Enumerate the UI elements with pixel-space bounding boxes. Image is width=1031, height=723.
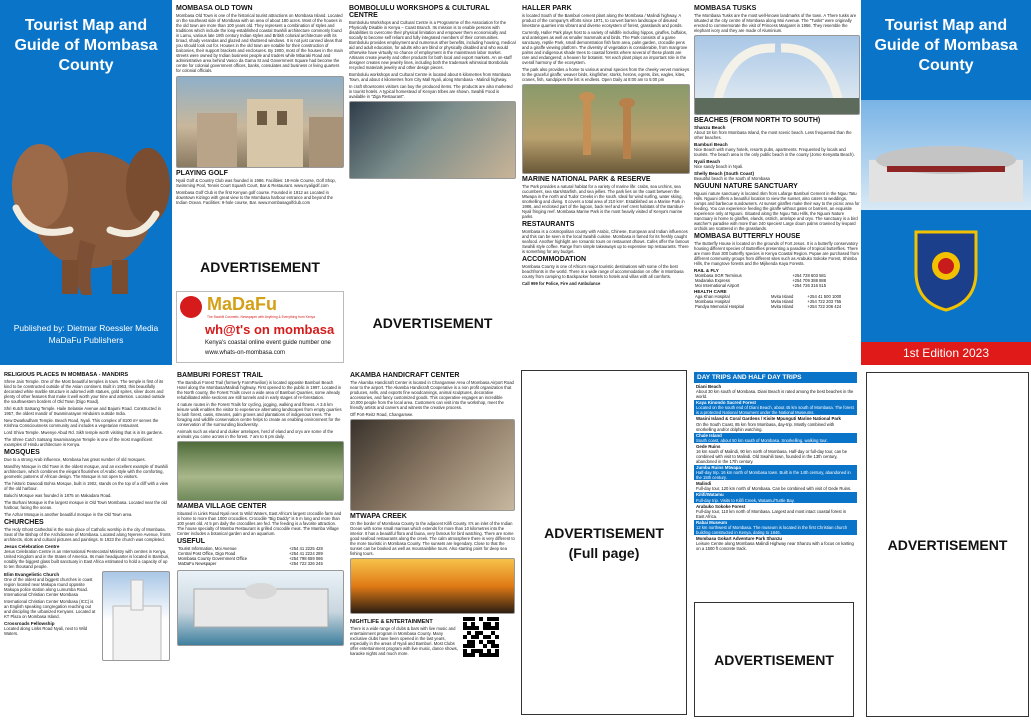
- whats-on-subtitle: Kenya's coastal online event guide number one: [205, 340, 331, 346]
- advertisement-box: ADVERTISEMENT: [349, 283, 516, 363]
- edition-banner: 1st Edition 2023: [861, 342, 1031, 365]
- rail-heading: RAIL & FLY: [694, 268, 719, 273]
- advertisement-label: ADVERTISEMENT: [544, 524, 664, 541]
- day-trip-name: Kaya Kinondo Sacred Forest: [696, 400, 757, 406]
- nightlife-text: There is a wide range of clubs & bars with live music and entertainment program in Mombasa County. Many exclusive clubs have been opened in the last years, especially in the areas of Nyali and Bamburi. Most Clubs offer entertainment program with live music, dance shows, karaoke nights and much more.: [350, 626, 458, 656]
- day-trip-text: Full-day tour, 120 km north of Mombasa. Can be combined with visit of Gede Ruins.: [696, 486, 852, 492]
- day-trip-text: 12 km northwest of Mombasa. The museum is located in the first Christian church building constructed in Kenya, dating to 1846.: [696, 525, 848, 536]
- haller-text-3: The park also provides a home to various animal species from the cheeky vervet monkeys to the graceful giraffe; weaver birds, kingfisher, storks, herons, egrets, ibis, eagles, kites, cranes, fish, sandpipers the list is endless. Open Daily at 8:00 am to 5:00 pm: [522, 67, 690, 82]
- accommodation-heading: ACCOMMODATION: [522, 256, 587, 263]
- table-row: Tourist Information, Moi Avenue +254 41 2225 428: [178, 546, 323, 551]
- church-row: [4, 571, 171, 661]
- publisher-line: Published by: Dietmar Roessler Media: [13, 323, 159, 333]
- old-town-photo: [176, 76, 344, 168]
- haller-heading: HALLER PARK: [522, 5, 572, 12]
- old-town-heading: MOMBASA OLD TOWN: [176, 5, 253, 12]
- woodcarving-photo: [350, 419, 515, 511]
- advertisement-box: [866, 372, 1029, 717]
- nguuni-heading: NGUUNI NATURE SANCTUARY: [694, 183, 798, 190]
- whats-on-logo: wh@t's on mombasa: [205, 322, 335, 337]
- table-row: Moi International Airport +254 726 316 515: [695, 283, 827, 288]
- madafu-banner: [176, 291, 344, 363]
- cover-photo: [861, 100, 1031, 210]
- azhar-text: The Azhar Mosque is another beautiful mosque in the Old Town area.: [4, 512, 133, 517]
- jesus-centre-title: Jesus Celebration Centre: [4, 544, 60, 549]
- day-trip-name: Wasini Island & Coral Gardens / Kisite Mpunguti Marine National Park: [696, 416, 841, 422]
- restaurants-heading: RESTAURANTS: [522, 221, 575, 228]
- panel-akamba: [350, 370, 515, 722]
- day-trip-name: Mombasa Gokart Adventure Park Shanzu: [696, 536, 782, 542]
- mandhry-text: Mandhry Mosque in Old Town is the oldest mosque, and an excellent example of Swahili architecture, which combines the elegant flourishes of Arabic style with the comforting, geometric patterns of African design. The Mosque is not open to visitors.: [4, 464, 168, 479]
- dawoodi-text: The historic Dawoodi Bohra Mosque, built in 1902, stands on the top of a cliff with a view of the old harbour.: [4, 481, 169, 491]
- bamburi-forest-heading: BAMBURI FOREST TRAIL: [177, 372, 263, 379]
- accommodation-text: Mombasa County is one of Africa's major touristic destinations with some of the best beachfronts in the world. There is a wide range of accommodation on offer in Mombasa county from camping to Backpacker hostels to hotels and villas with all comforts.: [522, 264, 684, 279]
- full-page-advertisement: [521, 370, 687, 715]
- bombolulu-text-3: In craft showrooms visitors can buy the produced items. The products are also marketed in tourist hotels. A typical homestead of Kenyan tribes are shown. Swahili Food is available in "Ziga Restaurant".: [349, 84, 513, 99]
- old-town-text: Mombasa Old Town is one of the historical tourist attractions on Mombasa Island. Located on the southeast side of Mombasa with an area of about 180 acres. Most of the houses in the old town are more than 100 years old. They represent a combination of styles and traditions which include the long-established coastal Swahili architecture commonly found in Lamu, various late 19th century Indian styles and British colonial architecture with its broad, shady verandas and glazed and shuttered windows. It is not just canned ideas that you should look out for. Houses in the old town are notable for their construction of balconies, their support brackets and enclosures. By 1900, most of the houses in the main streets were owned by Indian business people and traders while Mbaraki Road and administrative area behind Vasco da Gama St and Government Square had become the centre for colonial government offices, banks, consulates and business or living quarters for colonial officials.: [176, 13, 343, 73]
- day-trip-item: [694, 444, 857, 464]
- day-trips-list: [694, 384, 857, 551]
- jesus-centre-text: Jesus Celebration Centre is an International Pentecostal Ministry with centres in Kenya, United Kingdom and in the States of America. Its main headquarter is located in Bamburi, notably the biggest glass built sanctuary in East Africa estimated to hold a capacity of up to ten thousand people.: [4, 549, 170, 569]
- kutch-temple-text: Shri Kutch Satsang Temple. Haile Selassie Avenue and Bajumi Road. Constructed in 1957, the oldest mandir of Swaminarayan Hinduism outside India.: [4, 406, 161, 416]
- day-trip-item: [694, 400, 857, 415]
- cover-left: [0, 0, 172, 365]
- day-trip-name: Diani Beach: [696, 384, 722, 389]
- table-row: Pandya Memorial Hospital Mvita Island +254 722 206 424: [695, 304, 842, 309]
- bombolulu-photo: [349, 101, 516, 179]
- madafu-emblem: [180, 296, 202, 318]
- publisher-line-2: MaDaFu Publishers: [48, 335, 124, 345]
- haller-text-2: Currently, Haller Park plays host to a variety of wildlife including hippos, giraffes, buffalos, and antelopes as well as smaller mammals and birds. The Park consists of a game sanctuary, reptile Park, small demonstration fish farm area, palm garden, crocodile pens and a giraffe viewing platform. The diversity of vegetation is considerable, from mangrove palms and indigenous shade trees to coastal forests where several of these plants are rare and endangered; a heaven for botanist. Yet each plant plays an important role in the overall harmony of the ecosystem.: [522, 30, 688, 65]
- day-trip-item: [694, 465, 857, 480]
- crossroads-text: Located along Links Road Nyali, next to Wild Waters.: [4, 626, 88, 636]
- mtwapa-heading: MTWAPA CREEK: [350, 513, 407, 520]
- cover-title-right: Tourist Map and Guide of Mombasa County: [874, 17, 1018, 74]
- jain-temple-text: Shree Jain Temple. One of the Most beautiful temples in town. The temple is first of its kind to be constructed outside of the Asian continent. Built in 1963, this beautifully decorated white marble structure is adorned with statues, gold spires, silver doors and plenty of other features that make it well worth your time and attention. Located outside the southwestern borders of Old Town (Digo Road).: [4, 379, 166, 404]
- nightlife-heading: NIGHTLIFE & ENTERTAINMENT: [350, 619, 433, 625]
- nyali-text: Nice sandy beach in Nyali.: [694, 164, 744, 169]
- madafu-tagline: The Swahili Cosmetic, Newspaper with Anything & Everything from Kenya: [207, 315, 315, 319]
- table-row: Madaraka Express +254 709 388 888: [695, 278, 827, 283]
- tusks-photo: [694, 35, 860, 115]
- day-trip-name: Malindi: [696, 481, 712, 487]
- icc-text: International Christian Center Mombasa (ICC) is an English speaking congregation reaching out and discipling the urbanized Kenyans. Located at KT Plaza on Mombasa Island.: [4, 599, 96, 619]
- elim-title: Elim Evangelistic Church: [4, 572, 60, 577]
- qr-code-icon: [463, 617, 499, 658]
- swaminarayan-text: The Shree Cutch Satsang Swaminarayan Temple is one of the most magnificent examples of Hindu architecture in Kenya.: [4, 437, 153, 447]
- tusks-text: The Mombasa Tusks are the most well-known landmarks of the town. A There tusks are situated at the city centre of Mombasa along Moi Avenue. The "Tusks" were originally erected to commemorate the visit of Princess Margaret in 1956. They resemble the elephant ivory and they are made of Aluminium.: [694, 13, 857, 33]
- nyali-title: Nyali Beach: [694, 159, 721, 164]
- table-row: Mombasa Hospital Mvita Island +254 722 203 755: [695, 299, 842, 304]
- day-trip-name: Arabuko Sokoke Forest: [696, 503, 746, 509]
- day-trip-text: About 30 km south of Mombasa. Diani Beach is rated among the best beaches in the world.: [696, 389, 854, 400]
- useful-heading: USEFUL: [177, 538, 205, 545]
- madafu-logo: MaDaFu: [207, 294, 278, 314]
- day-trip-text: Half-day trip. 16 km north of Mombasa town. Built in the 14th century, abandoned in the 15th century.: [696, 470, 851, 481]
- crossroads-title: Crossroads Fellowship: [4, 621, 55, 626]
- golf-text-1: Nyali Golf & Country Club was founded in 1986. Facilities: 18-Hole Course, Golf Shop, Swimming Pool, Tennis Court Squash Court, Bar & Restaurant. www.nyaligolf.com: [176, 178, 336, 188]
- useful-table: [177, 546, 344, 566]
- beaches-heading: BEACHES (FROM NORTH TO SOUTH): [694, 117, 821, 124]
- day-trip-text: Leisure Centre along Mombasa Malindi Highway near Shanzu with a focus on karting on a 1500 ft concrete track.: [696, 541, 854, 552]
- health-table: [694, 294, 860, 309]
- whats-on-url: www.whats-on-mombasa.com: [205, 350, 286, 356]
- day-trip-item: [694, 520, 857, 535]
- mosques-text: Due to a strong Arab influence, Mombasa has great number of old mosques.: [4, 457, 146, 462]
- day-trip-name: Kilifi/Watamu: [696, 492, 724, 498]
- marine-text: The Park provides a natural habitat for a variety of marine life: crabs, sea urchins, sea cucumbers, sea stars/starfish, and sea jellies. The park lies on the coast between the Mtwapa in the north and Tudor Creeks in the south. Ideal for wind surfing, water skiing, snorkelling and diving. It covers a total area of 210 km². Established as a Marine Park in 1986, and enclosed part of the lagoon, back reef and reef crest habitats of the Bamburi-Nyali fringing reef. Mombasa Marine Park is the most heavily visited of Kenya's marine parks.: [522, 184, 685, 219]
- panel-old-town: [176, 3, 344, 365]
- restaurants-text: Mombasa is a cosmopolitan county with Arabic, Chinese, European and Indian influences and this can be seen in the local Swahili cuisine. Mombasa is famed for its freshly caught seafood. Another highlight are romantic tours on restaurant dhows. Cafes offer the famous Swahili style coffee. Range from simple takeaways up to expensive top restaurants. There is something for any budget.: [522, 229, 690, 254]
- butterfly-text: The Butterfly House is located on the grounds of Fort Jesus. It is a butterfly conservatory housing different species of Butterflies presenting a paradise of tropical butterflies. There are more than 300 butterfly species in Kenya Coastal Region. Pupae are purchased from different community groups from different sites such as Arabuko Sokoke Forest, Shimba Hills, the mangrove forests and the Mijikenda Kaya Forests.: [694, 241, 859, 266]
- sunset-photo: [350, 558, 515, 614]
- forest-photo: [177, 441, 344, 501]
- advertisement-box: [694, 602, 854, 717]
- mosques-heading: MOSQUES: [4, 449, 40, 456]
- religious-heading: RELIGIOUS PLACES IN MOMBASA - MANDIRS: [4, 372, 129, 378]
- bamburi-text: Nice Beach with many hotels, resorts pubs, apartments. Frequented by locals and tourists. The beach area is the only public beach in the county (Jomo Kenyatta Beach).: [694, 147, 855, 157]
- shelly-title: Shelly Beach (South Coast): [694, 171, 754, 176]
- day-trip-item: [694, 504, 857, 519]
- day-trip-name: Rabai Museum: [696, 519, 727, 525]
- nightlife-row: [350, 617, 515, 658]
- day-trip-item: [694, 433, 857, 443]
- giraffe-photo: [522, 84, 690, 174]
- panel-bamburi-forest: [177, 370, 344, 722]
- waterfront-photo: [177, 570, 344, 646]
- day-trip-text: On the South Coast, 85 km from Mombasa, day-trip. Mostly combined with snorkelling and/or dolphin watching.: [696, 421, 835, 432]
- bamburi-forest-text-1: The Bamburi Forest Trail (formerly FarmPavilion) is located opposite Bamburi Beach Hotel along the Mombasa/Malindi highway. First opened to the public in 1997. Located in the North county, the Forest Trails cover a wide area of Bamburi Quarries, some already rehabilitated while sections are still tunnels and in early stages of re-forestation.: [177, 380, 342, 400]
- day-trip-name: Chale Island: [696, 432, 722, 438]
- day-trip-name: Jumba Ruins Mtwapa: [696, 465, 741, 471]
- holy-ghost-text: The Holy Ghost Cathedral is the main place of Catholic worship in the city of Mombasa. Seat of the Bishop of the Archdiocese of Mombasa. Located along Nyerere Avenue, fronts architects, slots and cultural pictures and paintings. In 1923 the church was completed.: [4, 527, 171, 542]
- rail-table: [694, 273, 860, 288]
- panel-religious: [4, 370, 171, 722]
- dwarkadham-text: New Dwarkadham Temple. Beach Road, Nyali. This complex of 8100 m² serves the Krishna Consciousness community and includes a vegetarian restaurant.: [4, 418, 159, 428]
- mamba-heading: MAMBA VILLAGE CENTER: [177, 503, 267, 510]
- mtwapa-text: On the border of Mombasa County to the adjacent Kilifi County. It's an inlet of the Indian Ocean with some small marinas which extends for more than 10 kilometres into the interior. It has a beautiful flora and fauna, very famous for bird watching. There are some good seafood restaurants along the creek. The calm atmosphere there is very different to the more touristic in Mombasa County. The sunsets are legendary. Close to that the sunset can be booked as well as mountainbike tours. Also starting point for deep sea fishing tours.: [350, 521, 515, 556]
- day-trips-heading: DAY TRIPS AND HALF DAY TRIPS: [694, 372, 857, 383]
- day-trip-text: Located on the south end of Diani Beach, about 45 km south of Mombasa. The forest is a protected National Monument under the National Museums.: [696, 405, 854, 416]
- akamba-text: The Akamba Handicraft Center is located in Changamwe Area of Mombasa Airport Road near to the airport. The Akamba Handicraft Cooperative is a non profit organization that produces, sells, and exports fine woodcarvings, animal sculptures, decorative accessories, and fancy customized goods. This cooperative engages an incredible 10,000 people from the local area. Customers can visit into the workshop, meet the friendly artists and carvers and witness the creative process.: [350, 380, 514, 410]
- panel-haller-park: [522, 3, 690, 365]
- day-trip-item: [694, 481, 857, 491]
- day-trip-item: [694, 384, 857, 399]
- day-trip-text: Full-day trip. Visits to Kilifi Creek, Watamu/Turtle Bay.: [696, 497, 795, 503]
- cover-title-left: Tourist Map and Guide of Mombasa County: [14, 17, 158, 74]
- panel-day-trips: [694, 372, 857, 598]
- table-row: Aga Khan Hospital Mvita Island +254 41 500 1000: [695, 294, 842, 299]
- tusks-heading: MOMBASA TUSKS: [694, 5, 757, 12]
- panel-bombolulu: [349, 3, 516, 365]
- bamburi-forest-text-2: 4 nature routes in the Forest Trails for cycling, jogging, walking and fitness. A 3.6 km leisure walk enables the visitor to experience alternating landscapes from empty quarries to lush forest, oasis, streams, palm groves and plantations of indigenous trees. The foraging and wildlife conservation centre helps to create an enabling environment for the conservation of the surrounding biodiversity.: [177, 402, 342, 427]
- full-page-label: (Full page): [568, 544, 640, 561]
- baluchi-text: Baluchi Mosque was founded in 1875 on Makadara Road.: [4, 493, 112, 498]
- emergency-line: Call 999 for Police, Fire and Ambulance: [522, 281, 601, 286]
- shanzu-text: About 18 km from Mombasa Island, the most scenic beach. Less frequented than the other beaches.: [694, 130, 852, 140]
- health-heading: HEALTH CARE: [694, 289, 727, 294]
- day-trip-text: Full-day tour, 110 km north of Mombasa. Largest and most intact coastal forest in East Africa.: [696, 508, 847, 519]
- marine-heading: MARINE NATIONAL PARK & RESERVE: [522, 176, 651, 183]
- golf-heading: PLAYING GOLF: [176, 170, 228, 177]
- bombolulu-text-2: Bombolulu workshops and Cultural Centre is located about 6 kilometres from Mombasa Town, and about 4 kilometres from City Mall Nyali, along Mombasa - Malindi highway.: [349, 72, 511, 82]
- table-row: Mombasa SGR Terminus +254 728 603 581: [695, 273, 827, 278]
- day-trip-name: Gede Ruins: [696, 443, 721, 449]
- butterfly-heading: MOMBASA BUTTERFLY HOUSE: [694, 233, 801, 240]
- table-row: MaDaFu Newspaper +254 722 326 245: [178, 561, 323, 566]
- lord-shiva-text: Lord Shiva Temple. Mwenye Abud Rd. Sikh temple worth visiting that is in its gardens.: [4, 430, 163, 435]
- bombolulu-heading: BOMBOLULU WORKSHOPS & CULTURAL CENTRE: [349, 5, 490, 19]
- akamba-location: Off Port-Reitz Road, Changamwe.: [350, 412, 414, 417]
- akamba-heading: AKAMBA HANDICRAFT CENTER: [350, 372, 460, 379]
- church-photo: [102, 571, 170, 661]
- day-trip-item: [694, 492, 857, 502]
- bamburi-title: Bamburi Beach: [694, 142, 728, 147]
- day-trip-text: 16 km south of Malindi, 90 km north of Mombasa. Half-day or full-day tour, can be combined with visit to Malindi. Old Swahili town, founded in the 13th century, abandoned in the 17th century.: [696, 449, 848, 465]
- table-row: Central Post Office, Digo Road +254 41 2224 289: [178, 551, 323, 556]
- elim-text: One of the oldest and biggest churches in coast region located near Makupa round opposite Makupa police station along Lumumba Road. International Christian Center Mombasa: [4, 577, 93, 597]
- county-coat-of-arms-icon: [906, 222, 986, 312]
- day-trip-item: [694, 416, 857, 431]
- day-trip-text: South coast, about 50 km south of Mombasa. Snorkelling, walking tour.: [696, 437, 828, 443]
- shanzu-title: Shanzu Beach: [694, 125, 726, 130]
- bombolulu-text-1: Bombolulu Workshops and Cultural Centre is a Programme of the Association for the Physically Disable in Kenya – Coast Branch. Its mission is to enable persons with disabilities to overcome their physical limitation and empower them economically and socially to become self reliant and fully integrated members of their communities. Bombolulu provides employment and numerous other benefits, including housing, medical aid and adult education, for adults who are blind or physically disabled and who would otherwise have virtually no chance of employment in the mainstream labor market. Artisans create jewelry and other products for both local and export markets. An on-staff designer creates new jewelry lines, including both the trademark whimsical Bombolulu recycled materials jewelry and other design pieces.: [349, 20, 516, 70]
- mamba-text: Situated in Links Road Nyali next to Wild Waters, East Africa's largest crocodile farm and is home to more than 1000 crocodiles. Crocodile "Big Daddy" is 5 m long and more than 100 years old. At 5 pm daily the crocodiles are fed. The feeding is a favorite attraction. The house specialty of Mamba Restaurant is grilled crocodile meat. The Mamba Village Center includes a botanical garden and an aquarium.: [177, 511, 342, 536]
- cover-right: [861, 0, 1031, 365]
- advertisement-label: ADVERTISEMENT: [714, 651, 834, 668]
- advertisement-box: ADVERTISEMENT: [176, 247, 344, 287]
- panel-tusks: [694, 3, 860, 365]
- shelly-text: Beautiful beach in the south of Mombasa: [694, 176, 770, 181]
- nguuni-text: Nguuni nature sanctuary is located 4km from Lafarge Bamburi Cement in the Nguu Tatu Hills. Nguuni offers a beautiful location to view the sunset, also caters to weddings, camps and barbecue sundowners. At sunset giraffes make their way to the picnic area for feeding. You can experience feeding the giraffe without gates or barriers, an exquisite experience only at Nguuni. Situated along the Nguu Tatu Hills, the Nguuni Nature Sanctuary is home to giraffes, elands, ostrich, antelope and oryx. The sanctuary is a bird watcher's paradise with more than 240 species! Large doum palms crowned by leopard orchids are scattered in the grasslands.: [694, 191, 860, 231]
- elephant-image: [0, 90, 172, 300]
- haller-text-1: is located South of the Bamburi cement plant along the Mombasa / Malindi highway. A product of the company's efforts since 1971, to convert barren landscape of disused limestone quarries into vibrant and diverse ecosystem of forest, grasslands and ponds.: [522, 13, 683, 28]
- advertisement-label: ADVERTISEMENT: [887, 536, 1008, 553]
- table-row: Mombasa County Government Office +254 798 659 086: [178, 556, 323, 561]
- golf-text-2: Mombasa Golf Club is the first Kenyan golf course. Founded in 1912 as Located in downtown Kizingo with great view to the Mombasa harbour entrance and beyond the Indian Ocean. Facilities: 9-hole course, Bar. www.mombasagolfclub.com: [176, 190, 333, 205]
- burhani-text: The Burhani Mosque is the largest mosque in Old Town Mombasa. Located near the old harbour, facing the ocean.: [4, 500, 167, 510]
- day-trip-item: [694, 536, 857, 551]
- bamburi-forest-text-3: Animals such as eland and duiker antelopes, herd of eland and oryx are some of the animals you come across in the forest. 7 am to 6 pm daily.: [177, 429, 334, 439]
- churches-heading: CHURCHES: [4, 519, 44, 526]
